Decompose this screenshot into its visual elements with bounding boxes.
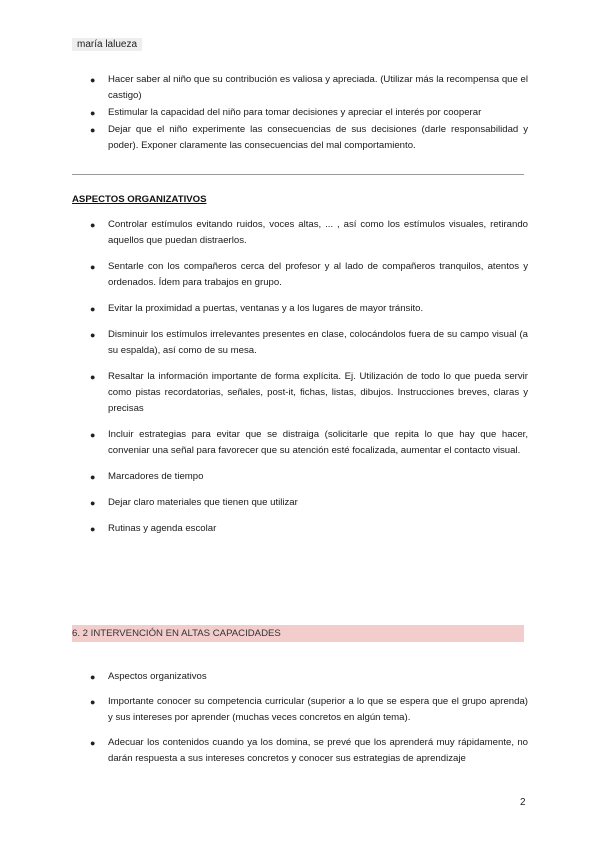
section-heading-bar (72, 625, 524, 642)
bullet-icon: ● (90, 75, 96, 85)
subsection-heading: ASPECTOS ORGANIZATIVOS (72, 194, 207, 205)
bullet-icon: ● (90, 262, 96, 272)
horizontal-divider (72, 174, 524, 175)
author-tag: maría lalueza (72, 38, 142, 51)
list-item: ● Adecuar los contenidos cuando ya los domina, se prevé que los aprenderá muy rápidamente, no darán respuesta a sus intereses concretos y conocer sus estrategias de aprendizaje (90, 737, 528, 764)
bullet-icon: ● (90, 108, 96, 118)
bullet-icon: ● (90, 524, 96, 534)
organizational-bullet-list (90, 217, 528, 547)
bullet-icon: ● (90, 472, 96, 482)
bullet-icon: ● (90, 738, 96, 748)
list-item: ● Disminuir los estímulos irrelevantes presentes en clase, colocándolos fuera de su campo visual (a su espalda), así como de su mesa. (90, 329, 528, 356)
section-title: 6. 2 INTERVENCIÓN EN ALTAS CAPACIDADES (72, 628, 281, 639)
bullet-icon: ● (90, 498, 96, 508)
list-item: ● Marcadores de tiempo (108, 469, 528, 485)
bullet-icon: ● (90, 430, 96, 440)
bullet-icon: ● (90, 304, 96, 314)
list-item: ● Hacer saber al niño que su contribución es valiosa y apreciada. (Utilizar más la recompensa que el castigo) (90, 74, 528, 101)
list-item: ● Aspectos organizativos (108, 669, 528, 685)
list-item: ● Dejar que el niño experimente las consecuencias de sus decisiones (darle responsabilidad y poder). Exponer claramente las consecuencias del mal comportamiento. (90, 124, 528, 151)
list-item: ● Rutinas y agenda escolar (108, 521, 528, 537)
list-item: ● Dejar claro materiales que tienen que utilizar (108, 495, 528, 511)
bullet-icon: ● (90, 372, 96, 382)
bullet-icon: ● (90, 125, 96, 135)
list-item: ● Incluir estrategias para evitar que se distraiga (solicitarle que repita lo que hay que hacer, conveniar una señal para favorecer que su atención esté focalizada, aumentar el contacto visual. (90, 429, 528, 456)
section-bullet-list (90, 669, 528, 776)
bullet-icon: ● (90, 220, 96, 230)
list-item: ● Estimular la capacidad del niño para tomar decisiones y apreciar el interés por cooperar (108, 105, 528, 121)
bullet-icon: ● (90, 330, 96, 340)
page-number: 2 (520, 797, 526, 808)
list-item: ● Controlar estímulos evitando ruidos, voces altas, ... , así como los estímulos visuales, retirando aquellos que puedan distraerlos. (90, 219, 528, 246)
top-bullet-list (90, 72, 528, 155)
list-item: ● Importante conocer su competencia curricular (superior a lo que se espera que el grupo aprenda) y sus intereses por aprender (muchas veces concretos en algún tema). (90, 696, 528, 723)
list-item: ● Resaltar la información importante de forma explícita. Ej. Utilización de todo lo que pueda servir como pistas recordatorias, señales, post-it, fichas, listas, dibujos. Instrucciones breves, claras y precisas (90, 371, 528, 414)
bullet-icon: ● (90, 697, 96, 707)
list-item: ● Sentarle con los compañeros cerca del profesor y al lado de compañeros tranquilos, atentos y ordenados. Ídem para trabajos en grupo. (90, 261, 528, 288)
bullet-icon: ● (90, 672, 96, 682)
list-item: ● Evitar la proximidad a puertas, ventanas y a los lugares de mayor tránsito. (108, 301, 528, 317)
